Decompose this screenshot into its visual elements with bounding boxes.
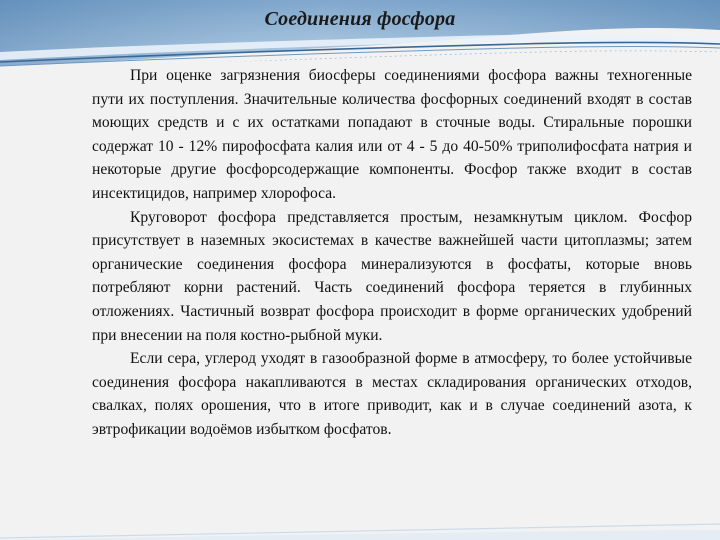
paragraph-2: Круговорот фосфора представляется простым, незамкнутым циклом. Фосфор присутствует в наземных экосистемах в качестве важнейшей части цитоплазмы; затем органические соединения фосфора минерализуются в фосфаты, которые вновь потребляют корни растений. Часть соединений фосфора теряется в глубинных отложениях. Частичный возврат фосфора происходит в форме органических удобрений при внесении на поля костно-рыбной муки. [92,208,692,344]
bottom-wave-decoration [0,510,720,540]
paragraph-3: Если сера, углерод уходят в газообразной форме в атмосферу, то более устойчивые соединения фосфора накапливаются в местах складирования органических отходов, свалках, полях орошения, что в итоге приводит, как и в случае соединений азота, к эвтрофикации водоёмов избытком фосфатов. [92,350,692,438]
slide-body [92,64,692,442]
slide-title: Соединения фосфора [264,8,456,30]
paragraph-1: При оценке загрязнения биосферы соединениями фосфора важны техногенные пути их поступления. Значительные количества фосфорных соединений входят в состав моющих средств и с их остатками попадают в сточные воды. Стиральные порошки содержат 10 - 12% пирофосфата калия или от 4 - 5 до 40-50% триполифосфата натрия и некоторые другие фосфорсодержащие компоненты. Фосфор также входит в состав инсектицидов, например хлорофоса. [92,67,692,202]
